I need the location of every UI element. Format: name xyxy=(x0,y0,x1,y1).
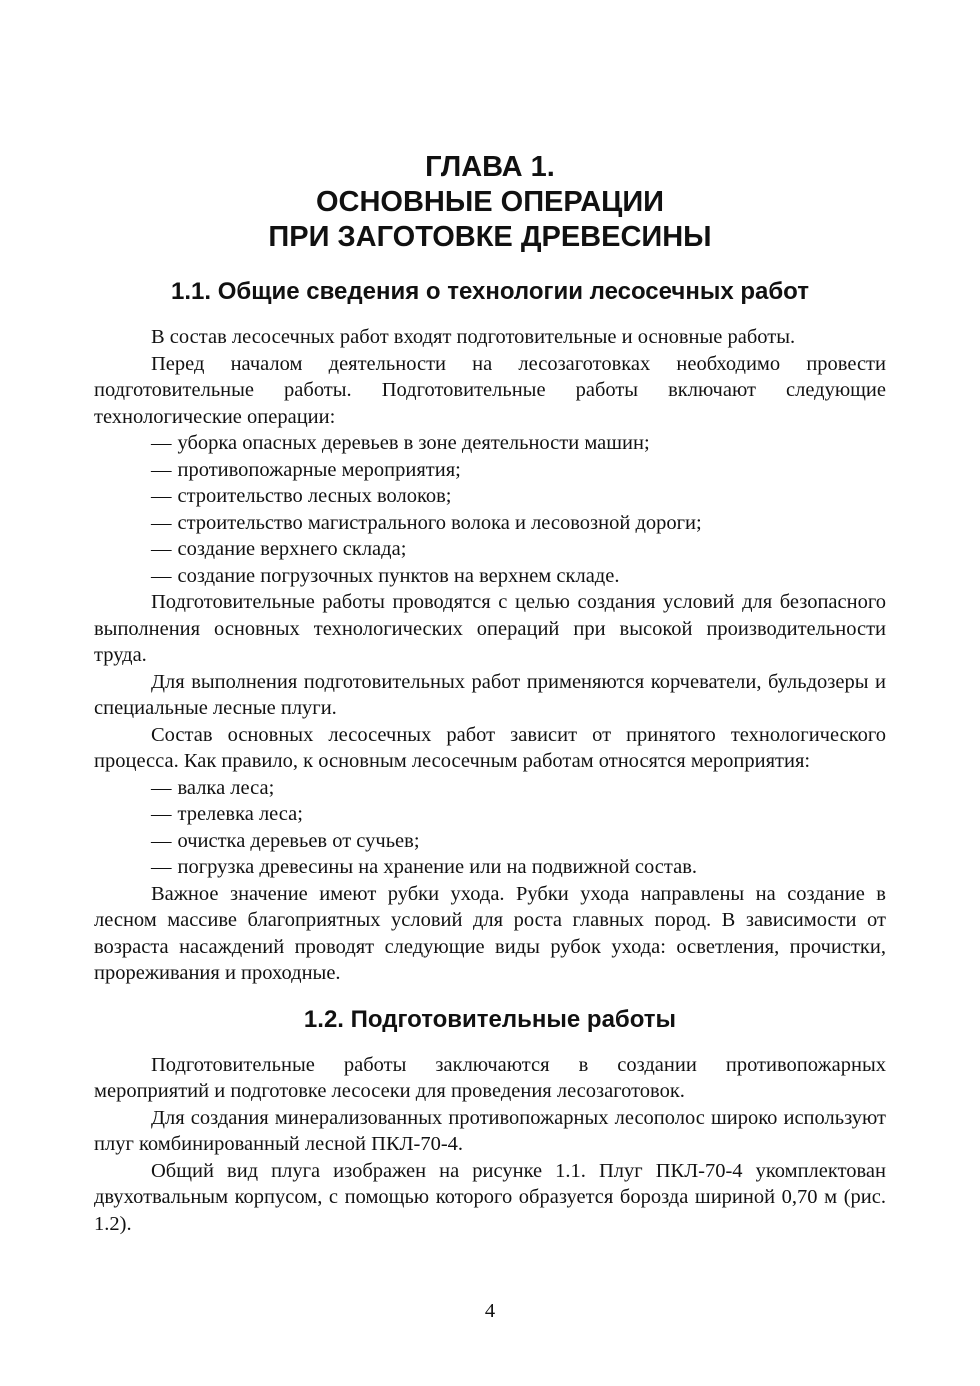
dash-marker: — xyxy=(151,829,172,852)
paragraph: В состав лесосечных работ входят подготовительные и основные работы. xyxy=(151,326,796,348)
dash-marker: — xyxy=(151,511,172,534)
paragraph: Для создания минерализованных противопожарных лесополос широко используют плуг комбинированный лесной ПКЛ-70-4. xyxy=(94,1106,886,1155)
list-item-text: создание погрузочных пунктов на верхнем складе. xyxy=(177,564,620,587)
list-item-text: валка леса; xyxy=(177,776,275,799)
dash-marker: — xyxy=(151,856,172,878)
list-item xyxy=(94,828,886,855)
list-item xyxy=(94,563,886,590)
list-item xyxy=(94,536,886,563)
chapter-title xyxy=(94,150,886,255)
list-item-text: противопожарные мероприятия; xyxy=(177,458,461,481)
dash-marker: — xyxy=(151,432,172,454)
paragraph: Для выполнения подготовительных работ применяются корчеватели, бульдозеры и специальные лесные плуги. xyxy=(94,670,886,719)
paragraph: Общий вид плуга изображен на рисунке 1.1. Плуг ПКЛ-70-4 укомплектован двухотвальным корпусом, с помощью которого образуется борозда шириной 0,70 м (рис. 1.2). xyxy=(94,1159,886,1235)
preparatory-operations-list xyxy=(94,430,886,589)
list-item-text: строительство магистрального волока и лесовозной дороги; xyxy=(177,511,702,534)
list-item-text: трелевка леса; xyxy=(177,803,303,825)
paragraph: Подготовительные работы проводятся с целью создания условий для безопасного выполнения основных технологических операций при высокой производительности труда. xyxy=(94,591,886,666)
section-1-title: 1.1. Общие сведения о технологии лесосечных работ xyxy=(171,278,809,305)
dash-marker: — xyxy=(151,564,172,587)
section-1-body xyxy=(94,324,886,987)
list-item xyxy=(94,854,886,881)
list-item-text: погрузка древесины на хранение или на подвижной состав. xyxy=(177,856,697,878)
list-item-text: очистка деревьев от сучьев; xyxy=(177,829,420,852)
page-content xyxy=(94,150,886,1237)
chapter-title-line-1: ГЛАВА 1. xyxy=(425,151,555,183)
dash-marker: — xyxy=(151,803,172,825)
paragraph: Перед началом деятельности на лесозаготовках необходимо провести подготовительные работы. Подготовительные работы включают следующие технологические операции: xyxy=(94,352,886,428)
list-item-text: строительство лесных волоков; xyxy=(177,485,452,507)
list-item xyxy=(94,457,886,484)
dash-marker: — xyxy=(151,458,172,481)
dash-marker: — xyxy=(151,538,172,560)
list-item xyxy=(94,510,886,537)
chapter-title-line-3: ПРИ ЗАГОТОВКЕ ДРЕВЕСИНЫ xyxy=(268,221,712,253)
list-item xyxy=(94,775,886,802)
list-item-text: создание верхнего склада; xyxy=(177,538,407,560)
main-operations-list xyxy=(94,775,886,881)
paragraph: Важное значение имеют рубки ухода. Рубки ухода направлены на создание в лесном массиве благоприятных условий для роста главных пород. В зависимости от возраста насаждений проводят следующие виды рубок ухода: осветления, прочистки, прореживания и проходные. xyxy=(94,882,886,984)
paragraph: Состав основных лесосечных работ зависит от принятого технологического процесса. Как правило, к основным лесосечным работам относятся мероприятия: xyxy=(94,723,886,772)
list-item xyxy=(94,483,886,510)
chapter-title-line-2: ОСНОВНЫЕ ОПЕРАЦИИ xyxy=(315,186,665,218)
list-item xyxy=(94,801,886,828)
section-2-body xyxy=(94,1052,886,1238)
list-item xyxy=(94,430,886,457)
paragraph: Подготовительные работы заключаются в создании противопожарных мероприятий и подготовке лесосеки для проведения лесозаготовок. xyxy=(94,1053,886,1102)
section-2-title: 1.2. Подготовительные работы xyxy=(303,1005,677,1033)
list-item-text: уборка опасных деревьев в зоне деятельности машин; xyxy=(177,432,650,454)
dash-marker: — xyxy=(151,776,172,799)
dash-marker: — xyxy=(151,485,172,507)
page-number: 4 xyxy=(484,1300,496,1322)
